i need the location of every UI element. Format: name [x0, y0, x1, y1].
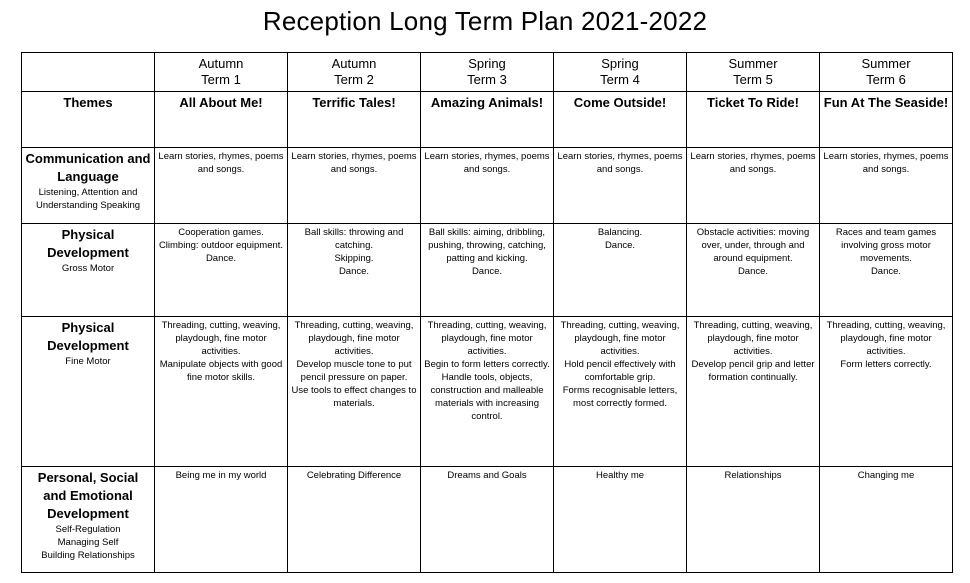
communication-label [22, 148, 155, 224]
theme-cell: Ticket To Ride! [687, 92, 820, 148]
plan-cell [421, 224, 554, 317]
subtitle-line: Building Relationships [41, 550, 135, 561]
plan-cell: Relationships [687, 467, 820, 573]
cell-line: Obstacle activities: moving over, under, through and around equipment. [696, 227, 810, 264]
row-subtitle: Fine Motor [65, 356, 111, 367]
plan-cell [687, 317, 820, 467]
row-subtitle: Gross Motor [61, 263, 115, 274]
plan-cell [820, 224, 953, 317]
term-season: Summer [861, 56, 911, 71]
plan-cell [288, 224, 421, 317]
term-number: Term 1 [201, 72, 241, 87]
term-season: Autumn [331, 56, 377, 71]
term-season: Autumn [198, 56, 244, 71]
cell-line: Skipping. [334, 253, 374, 264]
plan-cell [288, 317, 421, 467]
cell-line: Handle tools, objects, construction and malleable materials with increasing control. [430, 372, 544, 422]
plan-cell [820, 317, 953, 467]
cell-line: Threading, cutting, weaving, playdough, fine motor activities. [826, 320, 946, 357]
term-number: Term 3 [467, 72, 507, 87]
row-title: Physical Development [47, 320, 129, 353]
cell-line: Ball skills: throwing and catching. [304, 227, 404, 251]
cell-line: Ball skills: aiming, dribbling, pushing, throwing, catching, patting and kicking. [428, 227, 546, 264]
term-number: Term 6 [866, 72, 906, 87]
term-header-1 [155, 53, 288, 92]
term-header-3 [421, 53, 554, 92]
term-season: Summer [728, 56, 778, 71]
theme-cell: Terrific Tales! [288, 92, 421, 148]
row-title: Communication and Language [25, 151, 151, 184]
cell-line: Climbing: outdoor equipment. [158, 240, 284, 251]
plan-cell: Learn stories, rhymes, poems and songs. [687, 148, 820, 224]
fine-motor-label [22, 317, 155, 467]
theme-cell: All About Me! [155, 92, 288, 148]
cell-line: Dance. [604, 240, 636, 251]
plan-cell [155, 224, 288, 317]
theme-cell: Fun At The Seaside! [820, 92, 953, 148]
cell-line: Begin to form letters correctly. [424, 359, 550, 370]
gross-motor-label [22, 224, 155, 317]
page-title: Reception Long Term Plan 2021-2022 [262, 6, 708, 36]
plan-cell: Healthy me [554, 467, 687, 573]
plan-cell: Learn stories, rhymes, poems and songs. [288, 148, 421, 224]
communication-row [22, 148, 953, 224]
cell-line: Races and team games involving gross motor movements. [835, 227, 937, 264]
cell-line: Dance. [338, 266, 370, 277]
term-season: Spring [601, 56, 639, 71]
plan-cell: Learn stories, rhymes, poems and songs. [155, 148, 288, 224]
plan-cell [687, 224, 820, 317]
long-term-plan-table [21, 52, 953, 573]
term-header-5 [687, 53, 820, 92]
plan-cell [554, 317, 687, 467]
cell-line: Threading, cutting, weaving, playdough, fine motor activities. [560, 320, 680, 357]
subtitle-line: Managing Self [57, 537, 119, 548]
term-header-6 [820, 53, 953, 92]
plan-cell [421, 317, 554, 467]
term-number: Term 5 [733, 72, 773, 87]
cell-line: Use tools to effect changes to materials. [291, 385, 417, 409]
plan-cell: Learn stories, rhymes, poems and songs. [820, 148, 953, 224]
cell-line: Dance. [737, 266, 769, 277]
plan-cell: Dreams and Goals [421, 467, 554, 573]
row-subtitle [25, 523, 151, 562]
term-header-row [22, 53, 953, 92]
cell-line: Develop pencil grip and letter formation continually. [691, 359, 815, 383]
plan-cell: Being me in my world [155, 467, 288, 573]
cell-line: Threading, cutting, weaving, playdough, fine motor activities. [161, 320, 281, 357]
plan-cell: Celebrating Difference [288, 467, 421, 573]
cell-line: Forms recognisable letters, most correctly formed. [562, 385, 678, 409]
pse-row [22, 467, 953, 573]
row-title: Physical Development [47, 227, 129, 260]
plan-cell [155, 317, 288, 467]
term-header-2 [288, 53, 421, 92]
cell-line: Dance. [205, 253, 237, 264]
theme-cell: Amazing Animals! [421, 92, 554, 148]
plan-cell: Learn stories, rhymes, poems and songs. [554, 148, 687, 224]
row-title: Personal, Social and Emotional Development [37, 470, 139, 521]
cell-line: Threading, cutting, weaving, playdough, fine motor activities. [693, 320, 813, 357]
cell-line: Form letters correctly. [840, 359, 932, 370]
plan-cell [554, 224, 687, 317]
term-header-4 [554, 53, 687, 92]
gross-motor-row [22, 224, 953, 317]
cell-line: Develop muscle tone to put pencil pressure on paper. [296, 359, 412, 383]
term-season: Spring [468, 56, 506, 71]
cell-line: Dance. [870, 266, 902, 277]
themes-label: Themes [22, 92, 155, 148]
theme-cell: Come Outside! [554, 92, 687, 148]
cell-line: Balancing. [597, 227, 643, 238]
row-subtitle: Listening, Attention and Understanding Speaking [35, 187, 141, 211]
term-number: Term 4 [600, 72, 640, 87]
cell-line: Hold pencil effectively with comfortable grip. [564, 359, 676, 383]
plan-cell: Learn stories, rhymes, poems and songs. [421, 148, 554, 224]
cell-line: Manipulate objects with good fine motor skills. [159, 359, 283, 383]
cell-line: Cooperation games. [178, 227, 264, 238]
cell-line: Dance. [471, 266, 503, 277]
cell-line: Threading, cutting, weaving, playdough, fine motor activities. [427, 320, 547, 357]
fine-motor-row [22, 317, 953, 467]
term-number: Term 2 [334, 72, 374, 87]
themes-row [22, 92, 953, 148]
pse-label [22, 467, 155, 573]
subtitle-line: Self-Regulation [55, 524, 121, 535]
cell-line: Threading, cutting, weaving, playdough, fine motor activities. [294, 320, 414, 357]
corner-cell [22, 53, 155, 92]
plan-cell: Changing me [820, 467, 953, 573]
